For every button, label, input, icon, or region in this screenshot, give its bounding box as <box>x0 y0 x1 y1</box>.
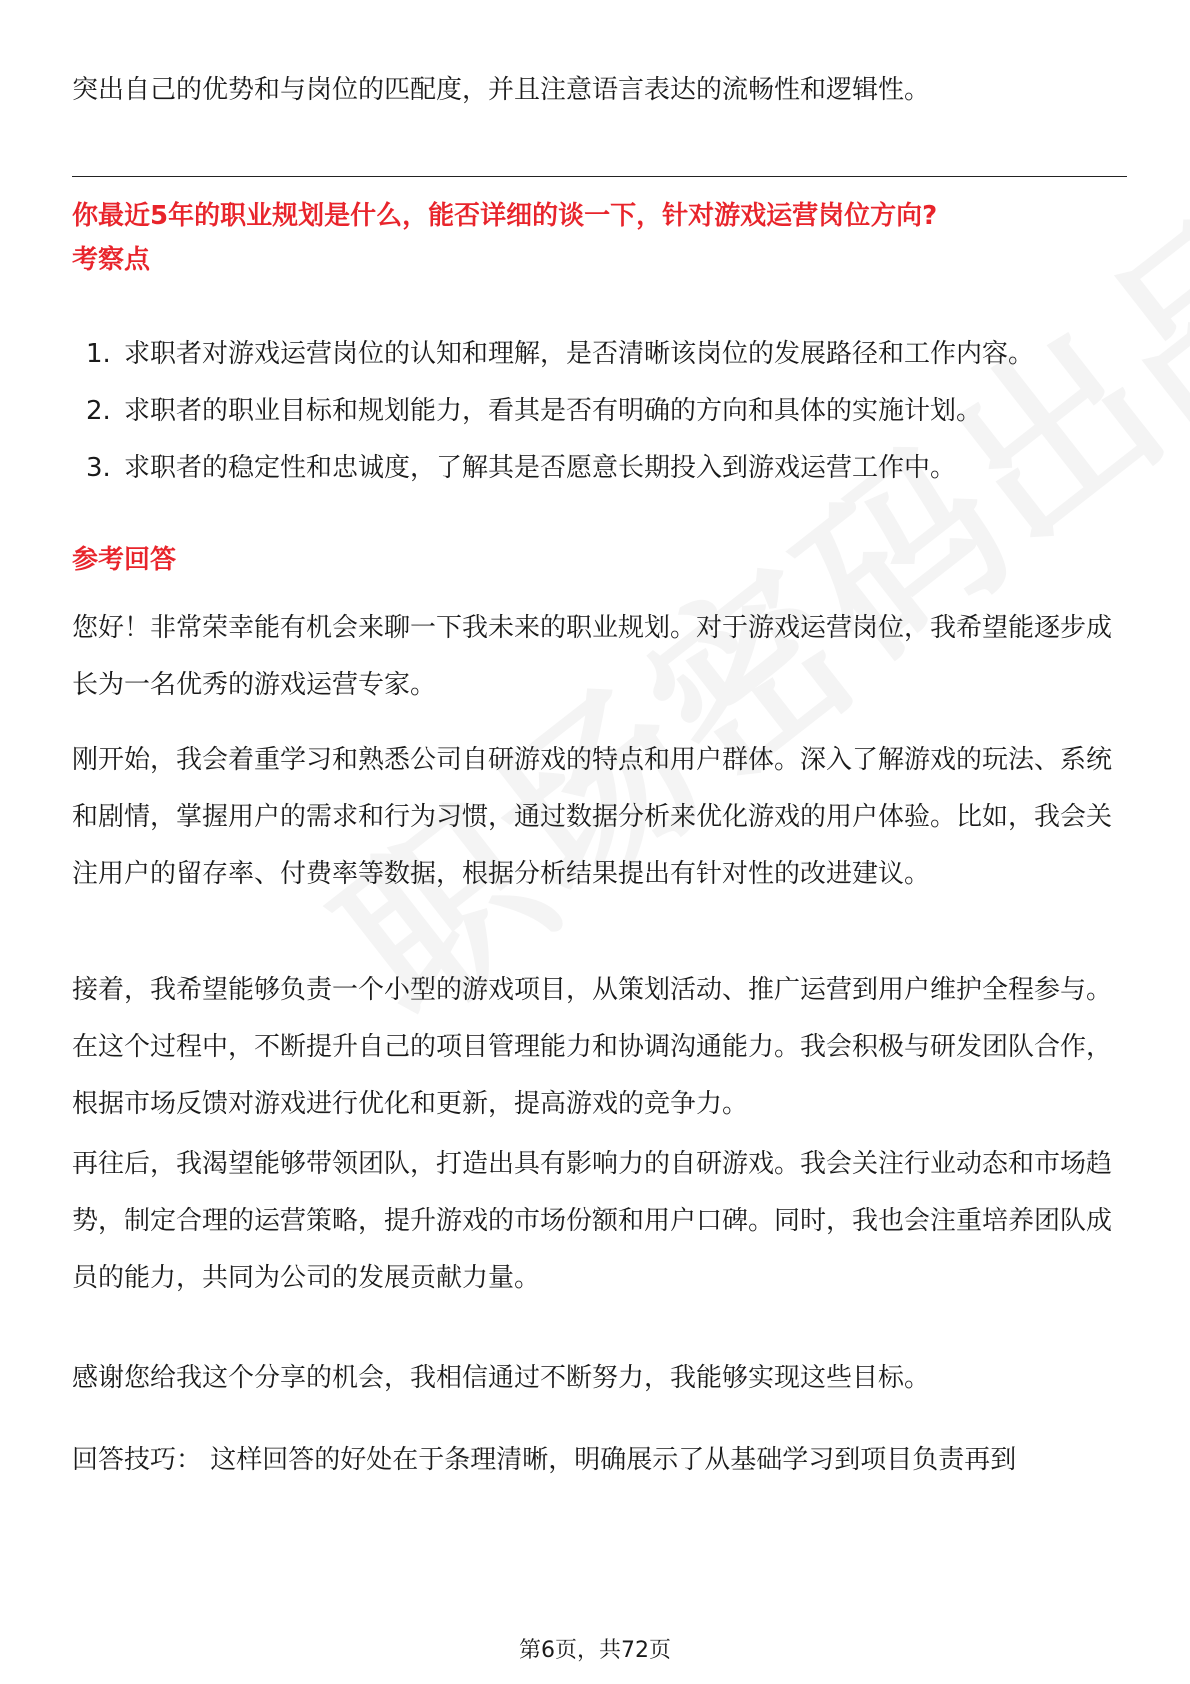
answer-paragraph: 感谢您给我这个分享的机会，我相信通过不断努力，我能够实现这些目标。 <box>72 1363 931 1393</box>
list-item-text: 求职者对游戏运营岗位的认知和理解，是否清晰该岗位的发展路径和工作内容。 <box>124 339 1035 369</box>
list-item <box>72 383 1127 440</box>
section-divider <box>72 176 1127 177</box>
list-item-number: 3. <box>86 453 111 483</box>
answer-heading: 参考回答 <box>72 545 177 575</box>
answer-paragraph: 接着，我希望能够负责一个小型的游戏项目，从策划活动、推广运营到用户维护全程参与。在这个过程中，不断提升自己的项目管理能力和协调沟通能力。我会积极与研发团队合作，根据市场反馈对游戏进行优化和更新，提高游戏的竞争力。 <box>72 975 1113 1119</box>
answer-tips-paragraph: 回答技巧： 这样回答的好处在于条理清晰，明确展示了从基础学习到项目负责再到 <box>72 1445 1017 1475</box>
points-heading: 考察点 <box>72 245 151 275</box>
answer-paragraph: 您好！非常荣幸能有机会来聊一下我未来的职业规划。对于游戏运营岗位，我希望能逐步成长为一名优秀的游戏运营专家。 <box>72 613 1113 700</box>
assessment-points-list <box>72 326 1127 497</box>
interview-question: 你最近5年的职业规划是什么，能否详细的谈一下，针对游戏运营岗位方向? <box>72 201 938 231</box>
list-item-text: 求职者的职业目标和规划能力，看其是否有明确的方向和具体的实施计划。 <box>124 396 983 426</box>
page-number-footer: 第6页，共72页 <box>519 1638 671 1663</box>
list-item-text: 求职者的稳定性和忠诚度，了解其是否愿意长期投入到游戏运营工作中。 <box>124 453 957 483</box>
intro-paragraph-tail: 突出自己的优势和与岗位的匹配度，并且注意语言表达的流畅性和逻辑性。 <box>72 75 931 105</box>
list-item-number: 2. <box>86 396 111 426</box>
answer-paragraph: 再往后，我渴望能够带领团队，打造出具有影响力的自研游戏。我会关注行业动态和市场趋势，制定合理的运营策略，提升游戏的市场份额和用户口碑。同时，我也会注重培养团队成员的能力，共同为公司的发展贡献力量。 <box>72 1149 1113 1293</box>
answer-paragraph: 刚开始，我会着重学习和熟悉公司自研游戏的特点和用户群体。深入了解游戏的玩法、系统和剧情，掌握用户的需求和行为习惯，通过数据分析来优化游戏的用户体验。比如，我会关注用户的留存率、付费率等数据，根据分析结果提出有针对性的改进建议。 <box>72 745 1113 889</box>
list-item <box>72 326 1127 383</box>
list-item <box>72 440 1127 497</box>
list-item-number: 1. <box>86 339 111 369</box>
